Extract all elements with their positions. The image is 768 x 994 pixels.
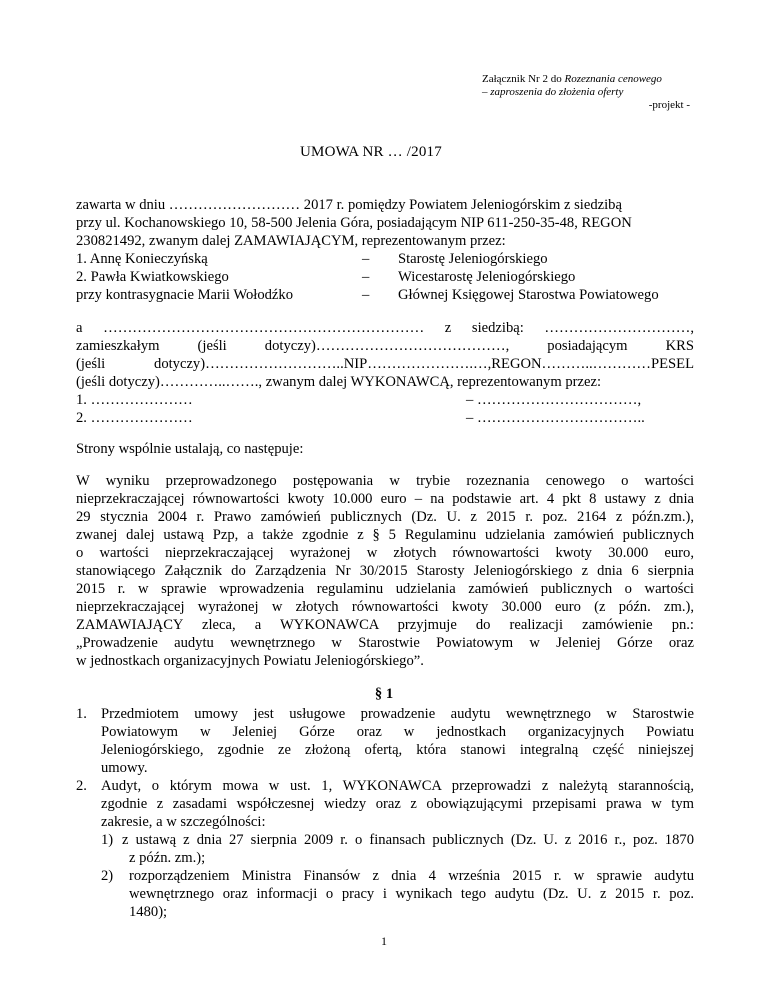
representative-role: Głównej Księgowej Starostwa Powiatowego bbox=[398, 287, 659, 303]
subitem-number: 1) bbox=[101, 832, 114, 848]
paragraph-line: W wyniku przeprowadzonego postępowania w trybie rozeznania cenowego o wartości bbox=[76, 473, 694, 489]
attachment-line2: – zaproszenia do złożenia oferty bbox=[482, 86, 624, 98]
item-number: 2. bbox=[76, 778, 87, 794]
intro-line: przy ul. Kochanowskiego 10, 58-500 Jelenia Góra, posiadającym NIP 611-250-35-48, REGON bbox=[76, 215, 632, 231]
paragraph-line: stanowiącego Załącznik do Zarządzenia Nr 30/2015 Starosty Jeleniogórskiego z dnia 6 sierpnia bbox=[76, 563, 694, 579]
representative-role: Starostę Jeleniogórskiego bbox=[398, 251, 548, 267]
paragraph-line: 2015 r. w sprawie wprowadzenia regulaminu udzielania zamówień publicznych o wartości bbox=[76, 581, 694, 597]
subitem-line: rozporządzeniem Ministra Finansów z dnia 4 września 2015 r. w sprawie audytu bbox=[129, 868, 694, 884]
subitem-line: 1480); bbox=[129, 904, 168, 920]
contractor-line: a ………………………………………………………… z siedzibą: …………………………, bbox=[76, 320, 694, 336]
representative-name: przy kontrasygnacie Marii Wołodźko bbox=[76, 287, 293, 303]
paragraph-line: 29 stycznia 2004 r. Prawo zamówień publicznych (Dz. U. z 2015 r. poz. 2164 z późn.zm.), bbox=[76, 509, 694, 525]
representative-dash: – bbox=[362, 269, 370, 285]
representative-name: 2. Pawła Kwiatkowskiego bbox=[76, 269, 229, 285]
contractor-line: (jeśli dotyczy)………………………..NIP………………….…,REGON………..…………PESEL bbox=[76, 356, 694, 372]
representative-dash: – bbox=[362, 251, 370, 267]
intro-line: 230821492, zwanym dalej ZAMAWIAJĄCYM, reprezentowanym przez: bbox=[76, 233, 506, 249]
subitem-line: wewnętrznego oraz informacji o pracy i wynikach tego audytu (Dz. U. z 2015 r. poz. bbox=[129, 886, 694, 902]
contractor-line: zamieszkałym (jeśli dotyczy)…………………………………, posiadającym KRS bbox=[76, 338, 694, 354]
paragraph-line: o wartości nieprzekraczającej wyrażonej w złotych równowartości kwoty 30.000 euro, bbox=[76, 545, 694, 561]
contractor-line: (jeśli dotyczy)…………..……., zwanym dalej WYKONAWCĄ, reprezentowanym przez: bbox=[76, 374, 601, 390]
paragraph-line: zwanej dalej ustawą Pzp, a także zgodnie z § 5 Regulaminu udzielania zamówień publicznych bbox=[76, 527, 694, 543]
paragraph-line: nieprzekraczającej wyrażonej w złotych równowartości kwoty 30.000 euro (z późn. zm.), bbox=[76, 599, 694, 615]
contractor-rep-left: 2. ………………… bbox=[76, 410, 193, 426]
item-line: Jeleniogórskiego, zgodnie ze złożoną ofertą, która stanowi integralną część niniejszej bbox=[101, 742, 694, 758]
attachment-line3: -projekt - bbox=[648, 99, 690, 111]
item-number: 1. bbox=[76, 706, 87, 722]
contractor-rep-right: – …………………………….. bbox=[466, 410, 645, 426]
attachment-note bbox=[482, 73, 692, 112]
subitem-line: z późn. zm.); bbox=[129, 850, 206, 866]
paragraph-line: nieprzekraczającej równowartości kwoty 10.000 euro – na podstawie art. 4 pkt 8 ustawy z dnia bbox=[76, 491, 694, 507]
subitem-line: z ustawą z dnia 27 sierpnia 2009 r. o finansach publicznych (Dz. U. z 2016 r., poz. 1870 bbox=[122, 832, 694, 848]
page-number: 1 bbox=[381, 934, 387, 948]
section-heading: § 1 bbox=[374, 686, 394, 702]
item-line: Audyt, o którym mowa w ust. 1, WYKONAWCA przeprowadzi z należytą starannością, bbox=[101, 778, 694, 794]
item-line: zgodnie z zasadami współczesnej wiedzy oraz z obowiązującymi przepisami prawa w tym bbox=[101, 796, 694, 812]
item-line: umowy. bbox=[101, 760, 148, 776]
paragraph-line: w jednostkach organizacyjnych Powiatu Jeleniogórskiego”. bbox=[76, 653, 424, 669]
attachment-line1-prefix: Załącznik Nr 2 do bbox=[482, 73, 565, 85]
agreement-sentence: Strony wspólnie ustalają, co następuje: bbox=[76, 441, 304, 457]
representative-dash: – bbox=[362, 287, 370, 303]
attachment-line1-italic: Rozeznania cenowego bbox=[564, 73, 662, 85]
item-line: Przedmiotem umowy jest usługowe prowadzenie audytu wewnętrznego w Starostwie bbox=[101, 706, 694, 722]
contract-title: UMOWA NR … /2017 bbox=[300, 144, 442, 160]
intro-line: zawarta w dniu ……………………… 2017 r. pomiędzy Powiatem Jeleniogórskim z siedzibą bbox=[76, 197, 622, 213]
item-line: Powiatowym w Jeleniej Górze oraz w jednostkach organizacyjnych Powiatu bbox=[101, 724, 694, 740]
paragraph-line: „Prowadzenie audytu wewnętrznego w Starostwie Powiatowym w Jeleniej Górze oraz bbox=[76, 635, 694, 651]
contractor-rep-left: 1. ………………… bbox=[76, 392, 193, 408]
representative-name: 1. Annę Konieczyńską bbox=[76, 251, 208, 267]
contractor-rep-right: – ……………………………, bbox=[466, 392, 642, 408]
representative-role: Wicestarostę Jeleniogórskiego bbox=[398, 269, 576, 285]
subitem-number: 2) bbox=[101, 868, 114, 884]
item-line: zakresie, a w szczególności: bbox=[101, 814, 266, 830]
paragraph-line: ZAMAWIAJĄCY zleca, a WYKONAWCA przyjmuje do realizacji zamówienie pn.: bbox=[76, 617, 694, 633]
